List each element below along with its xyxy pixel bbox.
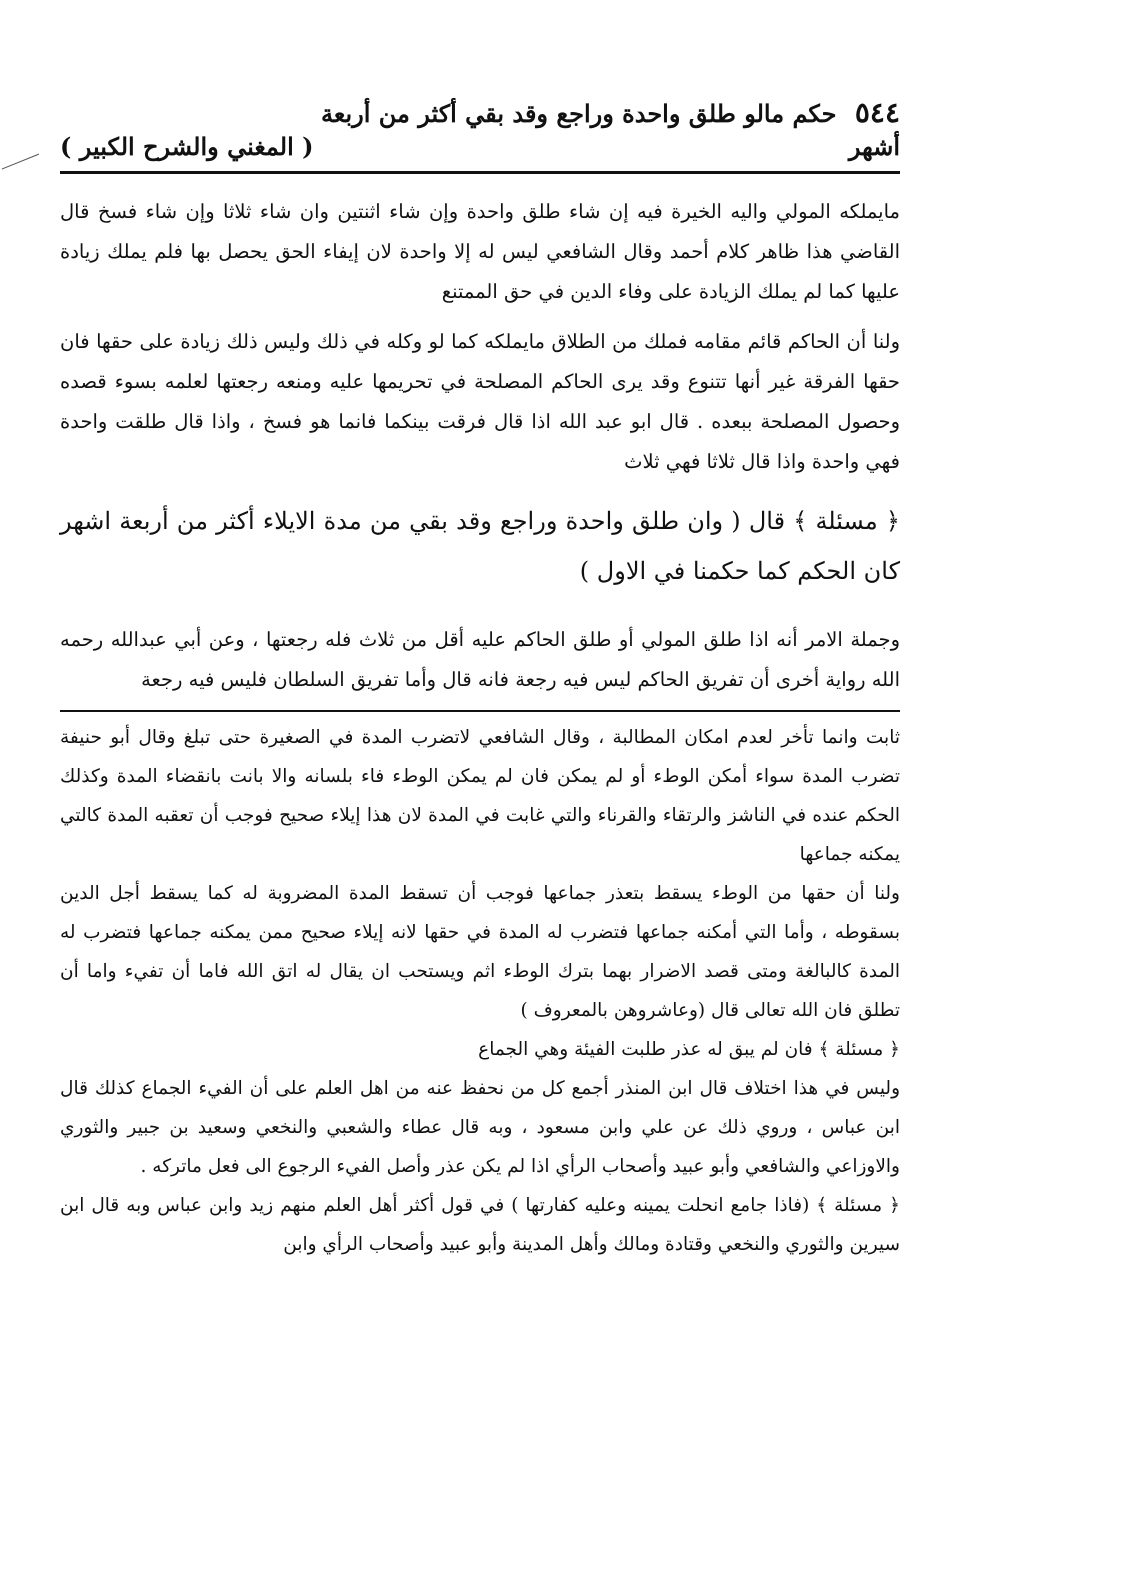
footnote-divider <box>60 710 900 712</box>
footnote-paragraph-5: ﴿ مسئلة ﴾ (فاذا جامع انحلت يمينه وعليه كفارتها ) في قول أكثر أهل العلم منهم زيد وابن عباس وبه قال ابن سيرين والثوري والنخعي وقتادة ومالك وأهل المدينة وأبو عبيد وأصحاب الرأي وابن <box>60 1194 900 1255</box>
page-number: ٥٤٤ <box>854 96 900 129</box>
book-page <box>60 95 900 1264</box>
footnote-paragraph-4: وليس في هذا اختلاف قال ابن المنذر أجمع كل من نحفظ عنه من اهل العلم على أن الفيء الجماع كذلك قال ابن عباس ، وروي ذلك عن علي وابن مسعود ، وبه قال عطاء والشعبي والنخعي وسعيد بن جبير والثوري والاوزاعي والشافعي وأبو عبيد وأصحاب الرأي اذا لم يكن عذر وأصل الفيء الرجوع الى فعل ماتركه . <box>60 1077 900 1177</box>
page-title: حكم مالو طلق واحدة وراجع وقد بقي أكثر من أربعة أشهر <box>321 99 900 162</box>
main-paragraph-3: وجملة الامر أنه اذا طلق المولي أو طلق الحاكم عليه أقل من ثلاث فله رجعتها ، وعن أبي عبدالله رحمه الله رواية أخرى أن تفريق الحاكم ليس فيه رجعة فانه قال وأما تفريق السلطان فليس فيه رجعة <box>60 627 900 691</box>
footnote-paragraph-2: ولنا أن حقها من الوطء يسقط بتعذر جماعها فوجب أن تسقط المدة المضروبة له كما يسقط أجل الدين بسقوطه ، وأما التي أمكنه جماعها فتضرب له المدة في حقها لانه إيلاء صحيح ممن يمكنه جماعها فتضرب له المدة كالبالغة ومتى قصد الاضرار بهما بترك الوطء اثم ويستحب ان يقال له اتق الله فاما أن تفيء واما أن تطلق فان الله تعالى قال (وعاشروهن بالمعروف ) <box>60 882 900 1021</box>
main-paragraph-1: مايملكه المولي واليه الخيرة فيه إن شاء طلق واحدة وإن شاء اثنتين وان شاء ثلاثا وإن شاء فسخ قال القاضي هذا ظاهر كلام أحمد وقال الشافعي ليس له إلا واحدة لان إيفاء الحق يحصل بها فلم يملك زيادة عليها كما لم يملك الزيادة على وفاء الدين في حق الممتنع <box>60 199 900 303</box>
footnote-paragraph-1: ثابت وانما تأخر لعدم امكان المطالبة ، وقال الشافعي لاتضرب المدة في الصغيرة حتى تبلغ وقال أبو حنيفة تضرب المدة سواء أمكن الوطء أو لم يمكن فان لم يمكن الوطء فاء بلسانه والا بانت بانقضاء المدة وكذلك الحكم عنده في الناشز والرتقاء والقرناء والتي غابت في المدة لان هذا إيلاء صحيح فوجب أن تعقبه المدة كالتي يمكنه جماعها <box>60 726 900 865</box>
footnote-masala: ﴿ مسئلة ﴾ فان لم يبق له عذر طلبت الفيئة وهي الجماع <box>478 1038 900 1060</box>
page-header <box>60 95 900 169</box>
masala-heading: ﴿ مسئلة ﴾ قال ( وان طلق واحدة وراجع وقد بقي من مدة الايلاء أكثر من أربعة اشهر كان الحكم كما حكمنا في الاول ) <box>60 506 900 585</box>
main-paragraph-2: ولنا أن الحاكم قائم مقامه فملك من الطلاق مايملكه كما لو وكله في ذلك وليس ذلك زيادة على حقها فان حقها الفرقة غير أنها تتنوع وقد يرى الحاكم المصلحة في تحريمها عليه ومنعه رجعتها لعلمه بسوء قصده وحصول المصلحة ببعده . قال ابو عبد الله اذا قال فرقت بينكما فانما هو فسخ ، واذا قال طلقت واحدة فهي واحدة واذا قال ثلاثا فهي ثلاث <box>60 329 900 473</box>
scan-mark <box>2 154 51 198</box>
book-title: ( المغني والشرح الكبير ) <box>60 132 314 162</box>
header-rule <box>60 171 900 174</box>
